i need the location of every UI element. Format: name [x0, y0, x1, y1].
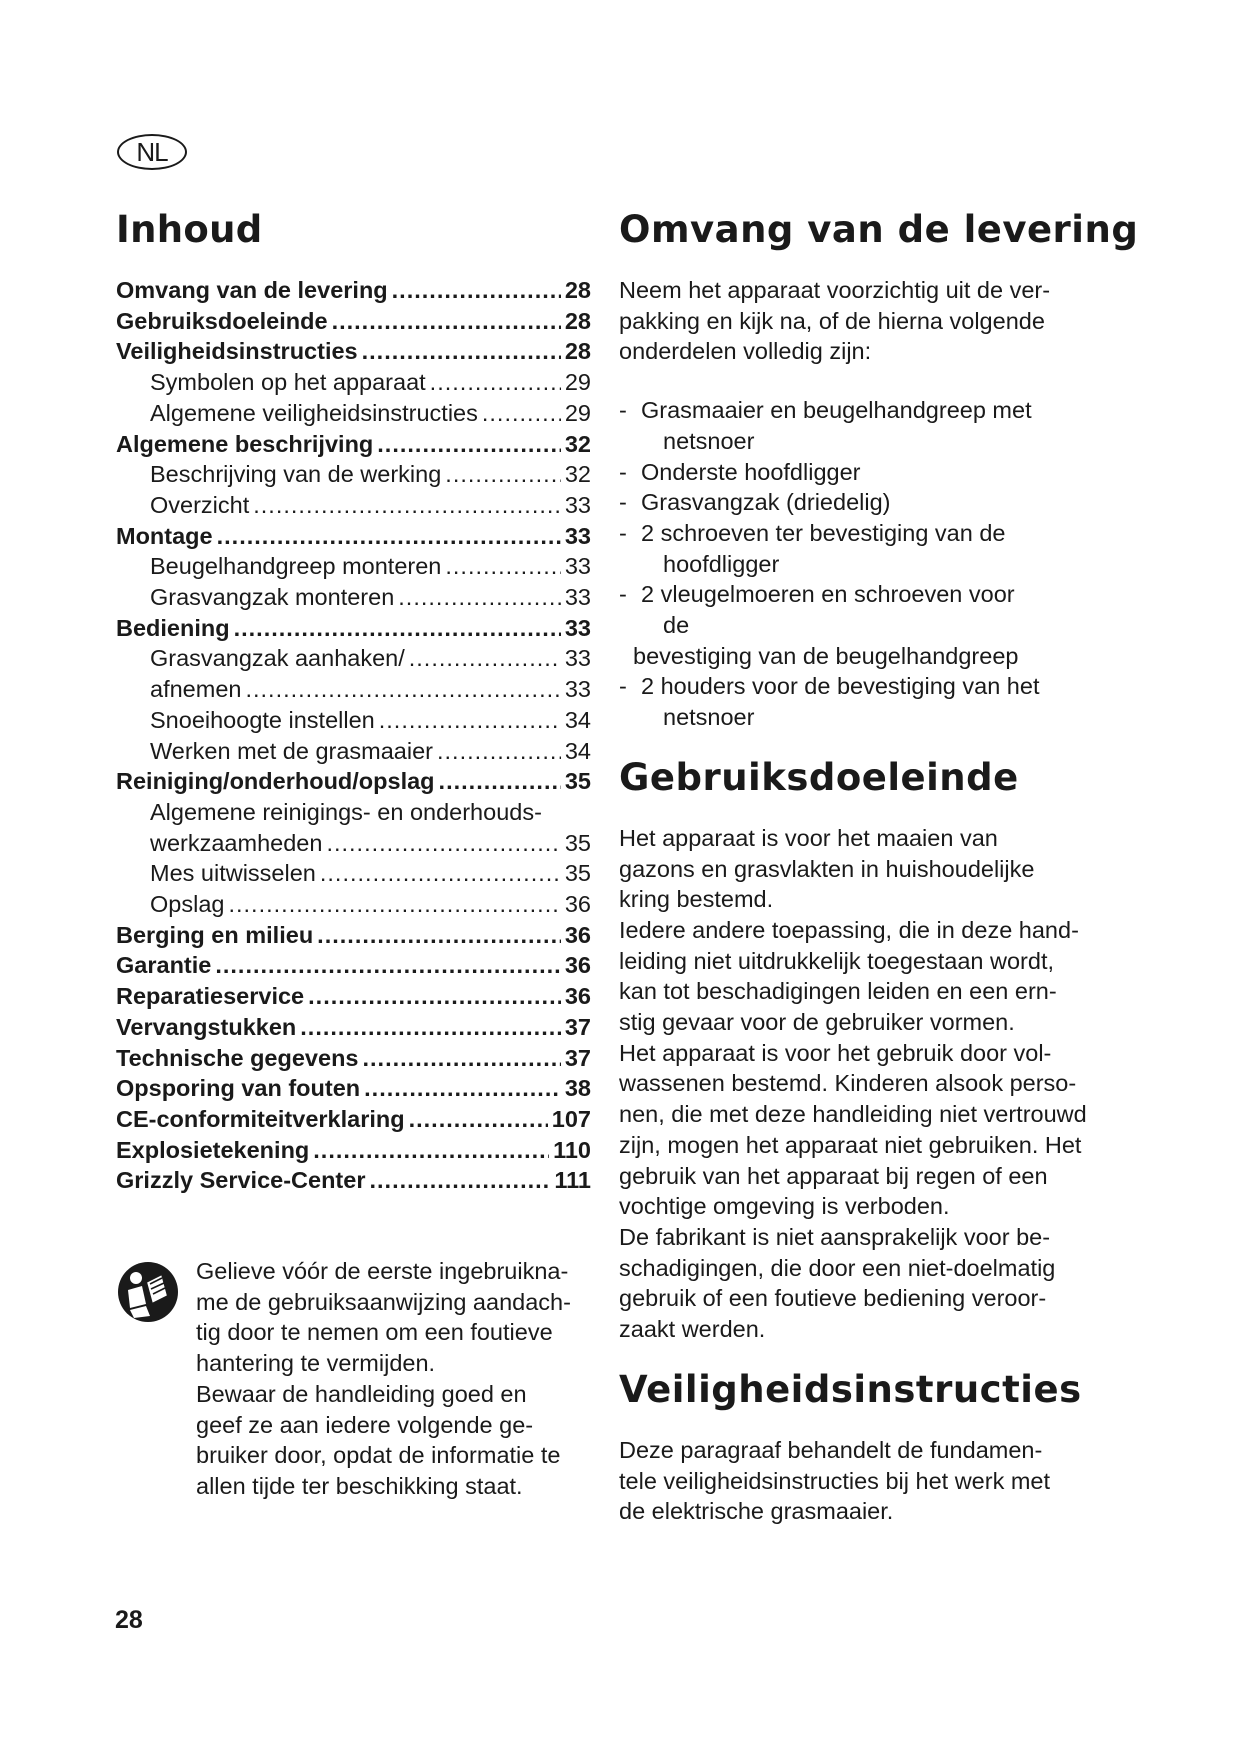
gebruik-body — [619, 823, 1139, 1345]
toc-leader-dots — [326, 828, 560, 859]
text-line: Deze paragraaf behandelt de fundamen- — [619, 1436, 1043, 1463]
text-line: Iedere andere toepassing, die in deze hand- — [619, 916, 1079, 943]
toc-entry — [116, 950, 591, 981]
toc-entry-page: 32 — [564, 461, 591, 488]
list-item: - Grasmaaier en beugelhandgreep met netsnoer — [619, 397, 1032, 454]
list-item: - 2 vleugelmoeren en schroeven voor de — [619, 581, 1015, 639]
read-manual-icon — [116, 1260, 180, 1324]
toc-entry-label: Algemene reinigings- en onderhouds- — [150, 798, 542, 825]
toc-entry-label: Grasvangzak monteren — [150, 584, 395, 611]
text-line: gebruik van het apparaat bij regen of een — [619, 1162, 1048, 1189]
list-item: - Grasvangzak (driedelig) — [619, 489, 891, 516]
toc-entry-page: 33 — [564, 522, 591, 549]
notice-line: me de gebruiksaanwijzing aandach- — [196, 1288, 571, 1315]
toc-entry-page: 36 — [564, 952, 591, 979]
toc-title: Inhoud — [116, 208, 263, 251]
notice-line: Gelieve vóór de eerste ingebruikna- — [196, 1258, 569, 1284]
intro-line: pakking en kijk na, of de hierna volgende — [619, 307, 1045, 334]
toc-entry-page: 28 — [564, 307, 591, 334]
toc-entry — [116, 613, 591, 644]
text-line: de elektrische grasmaaier. — [619, 1498, 894, 1525]
toc-entry-label: werkzaamheden — [150, 829, 323, 856]
toc-leader-dots — [228, 889, 560, 920]
toc-leader-dots — [363, 1043, 561, 1074]
delivery-list — [619, 395, 1139, 733]
list-item: - 2 houders voor de bevestiging van het netsnoer — [619, 673, 1040, 731]
toc-entry — [116, 797, 591, 828]
toc-entry-label: Gebruiksdoeleinde — [116, 307, 328, 334]
toc-entry-page: 33 — [564, 676, 591, 703]
toc-leader-dots — [215, 950, 561, 981]
text-line: kan tot beschadigingen leiden en een ern- — [619, 978, 1057, 1005]
notice-line: tig door te nemen om een foutieve — [196, 1319, 553, 1346]
section-veiligheid — [619, 1365, 1139, 1527]
toc-entry-page: 36 — [564, 921, 591, 948]
toc-entry — [116, 981, 591, 1012]
toc-entry-page: 28 — [564, 338, 591, 365]
toc-leader-dots — [300, 1012, 561, 1043]
toc-entry — [116, 674, 591, 705]
toc-entry-label: Beschrijving van de werking — [150, 461, 442, 488]
toc-entry-page: 107 — [551, 1105, 591, 1132]
toc-entry-page: 35 — [564, 860, 591, 887]
toc-entry — [116, 1043, 591, 1074]
text-line: kring bestemd. — [619, 886, 774, 913]
toc-entry-label: Mes uitwisselen — [150, 860, 316, 887]
toc-entry — [116, 551, 591, 582]
toc-entry — [116, 705, 591, 736]
toc-entry-label: Bediening — [116, 614, 230, 641]
toc-leader-dots — [362, 336, 561, 367]
toc-entry-page: 38 — [564, 1075, 591, 1102]
section-title-gebruik: Gebruiksdoeleinde — [619, 755, 1019, 799]
toc-entry — [116, 398, 591, 429]
text-line: leiding niet uitdrukkelijk toegestaan wordt, — [619, 947, 1055, 974]
toc-leader-dots — [217, 521, 561, 552]
toc-entry-page: 35 — [564, 829, 591, 856]
toc-entry-label: Vervangstukken — [116, 1013, 297, 1040]
toc-entry-page: 32 — [564, 430, 591, 457]
toc-entry — [116, 828, 591, 859]
text-line: schadigingen, die door een niet-doelmatig — [619, 1254, 1056, 1281]
toc-entry-page: 34 — [564, 706, 591, 733]
toc-leader-dots — [364, 1073, 561, 1104]
toc-leader-dots — [234, 613, 561, 644]
toc-leader-dots — [409, 643, 561, 674]
toc-leader-dots — [308, 981, 561, 1012]
toc-entry-page: 37 — [564, 1044, 591, 1071]
toc-list — [116, 275, 591, 1196]
toc-entry-label: afnemen — [150, 676, 242, 703]
toc-leader-dots — [317, 920, 561, 951]
notice-line: bruiker door, opdat de informatie te — [196, 1442, 561, 1469]
toc-leader-dots — [482, 398, 561, 429]
toc-leader-dots — [369, 1165, 550, 1196]
toc-entry-page: 33 — [564, 645, 591, 672]
toc-leader-dots — [320, 858, 561, 889]
toc-leader-dots — [437, 736, 561, 767]
toc-entry-page: 37 — [564, 1013, 591, 1040]
toc-leader-dots — [379, 705, 561, 736]
toc-leader-dots — [430, 367, 561, 398]
toc-leader-dots — [409, 1104, 548, 1135]
notice-line: Bewaar de handleiding goed en — [196, 1380, 527, 1407]
text-line: wassenen bestemd. Kinderen alsook perso- — [619, 1070, 1077, 1097]
toc-leader-dots — [439, 766, 561, 797]
toc-entry-label: Overzicht — [150, 491, 250, 518]
text-line: zijn, mogen het apparaat niet gebruiken. Het — [619, 1131, 1082, 1158]
toc-entry-label: Algemene veiligheidsinstructies — [150, 399, 478, 426]
toc-entry-label: Snoeihoogte instellen — [150, 706, 375, 733]
table-of-contents-column — [116, 205, 591, 1196]
toc-leader-dots — [445, 459, 561, 490]
toc-entry — [116, 889, 591, 920]
list-item-continuation: bevestiging van de beugelhandgreep — [633, 642, 1019, 669]
toc-entry — [116, 920, 591, 951]
toc-entry-page: 33 — [564, 584, 591, 611]
levering-intro — [619, 275, 1139, 367]
intro-line: onderdelen volledig zijn: — [619, 338, 872, 365]
toc-leader-dots — [245, 674, 560, 705]
toc-entry — [116, 1073, 591, 1104]
text-line: nen, die met deze handleiding niet vertrouwd — [619, 1101, 1087, 1128]
section-gebruik — [619, 753, 1139, 1345]
toc-entry — [116, 336, 591, 367]
section-title-levering: Omvang van de levering — [619, 208, 1139, 251]
toc-entry — [116, 275, 591, 306]
notice-paragraph-1 — [196, 1256, 606, 1379]
toc-entry-page: 35 — [564, 768, 591, 795]
content-column — [619, 205, 1139, 1527]
toc-entry-label: CE-conformiteitverklaring — [116, 1105, 405, 1132]
toc-entry-label: Werken met de grasmaaier — [150, 737, 433, 764]
toc-entry-label: Berging en milieu — [116, 921, 314, 948]
toc-entry-page: 33 — [564, 491, 591, 518]
toc-entry — [116, 306, 591, 337]
toc-leader-dots — [253, 490, 561, 521]
toc-entry-label: Reiniging/onderhoud/opslag — [116, 768, 435, 795]
text-line: De fabrikant is niet aansprakelijk voor be- — [619, 1223, 1051, 1250]
toc-entry-label: Opslag — [150, 891, 225, 918]
toc-entry-label: Veiligheidsinstructies — [116, 338, 358, 365]
list-item: - Onderste hoofdligger — [619, 458, 861, 485]
toc-entry-label: Omvang van de levering — [116, 277, 388, 303]
toc-entry-label: Opsporing van fouten — [116, 1075, 361, 1102]
manual-notice — [116, 1256, 606, 1502]
toc-entry — [116, 429, 591, 460]
veiligheid-body — [619, 1435, 1139, 1527]
toc-entry-label: Reparatieservice — [116, 983, 305, 1010]
toc-entry-label: Montage — [116, 522, 213, 549]
text-line: zaakt werden. — [619, 1316, 766, 1343]
toc-entry — [116, 1012, 591, 1043]
section-levering — [619, 205, 1139, 733]
text-line: vochtige omgeving is verboden. — [619, 1193, 950, 1220]
toc-leader-dots — [445, 551, 560, 582]
text-line: gazons en grasvlakten in huishoudelijke — [619, 855, 1035, 882]
list-item: - 2 schroeven ter bevestiging van de hoofdligger — [619, 519, 1006, 577]
toc-entry — [116, 521, 591, 552]
toc-leader-dots — [377, 429, 561, 460]
toc-entry — [116, 1104, 591, 1135]
toc-entry-label: Grasvangzak aanhaken/ — [150, 645, 405, 672]
toc-entry-page: 34 — [564, 737, 591, 764]
toc-entry-page: 111 — [554, 1167, 591, 1194]
toc-entry-page: 33 — [564, 614, 591, 641]
text-line: Het apparaat is voor het maaien van — [619, 824, 998, 851]
text-line: stig gevaar voor de gebruiker vormen. — [619, 1009, 1015, 1036]
text-line: Het apparaat is voor het gebruik door vol- — [619, 1039, 1052, 1066]
notice-line: geef ze aan iedere volgende ge- — [196, 1411, 534, 1438]
toc-entry — [116, 1135, 591, 1166]
toc-entry — [116, 459, 591, 490]
toc-entry-label: Algemene beschrijving — [116, 430, 374, 457]
toc-leader-dots — [332, 306, 561, 337]
toc-entry-page: 29 — [564, 369, 591, 396]
toc-entry — [116, 736, 591, 767]
toc-entry-label: Technische gegevens — [116, 1044, 359, 1071]
toc-entry-label: Beugelhandgreep monteren — [150, 553, 442, 580]
toc-entry-page: 33 — [564, 553, 591, 580]
toc-entry-page: 29 — [564, 399, 591, 426]
toc-entry — [116, 1165, 591, 1196]
toc-entry-page: 36 — [564, 983, 591, 1010]
toc-entry-label: Explosietekening — [116, 1136, 310, 1163]
toc-entry-page: 110 — [553, 1136, 591, 1163]
toc-entry — [116, 490, 591, 521]
toc-entry — [116, 643, 591, 674]
toc-entry-label: Symbolen op het apparaat — [150, 369, 426, 396]
toc-entry — [116, 858, 591, 889]
section-title-veiligheid: Veiligheidsinstructies — [619, 1367, 1082, 1411]
page-number: 28 — [115, 1606, 143, 1634]
toc-entry — [116, 367, 591, 398]
notice-line: allen tijde ter beschikking staat. — [196, 1472, 523, 1499]
notice-line: hantering te vermijden. — [196, 1350, 436, 1377]
notice-paragraph-2 — [196, 1379, 606, 1502]
intro-line: Neem het apparaat voorzichtig uit de ver- — [619, 277, 1051, 303]
text-line: tele veiligheidsinstructies bij het werk met — [619, 1467, 1051, 1494]
toc-entry — [116, 766, 591, 797]
toc-leader-dots — [398, 582, 561, 613]
toc-entry-label: Garantie — [116, 952, 212, 979]
language-badge: NL — [117, 134, 187, 170]
toc-entry-label: Grizzly Service-Center — [116, 1167, 366, 1194]
text-line: gebruik of een foutieve bediening veroor- — [619, 1285, 1047, 1312]
toc-leader-dots — [313, 1135, 549, 1166]
toc-entry-page: 28 — [564, 277, 591, 303]
toc-entry — [116, 582, 591, 613]
toc-entry-page: 36 — [564, 891, 591, 918]
toc-leader-dots — [392, 275, 561, 306]
